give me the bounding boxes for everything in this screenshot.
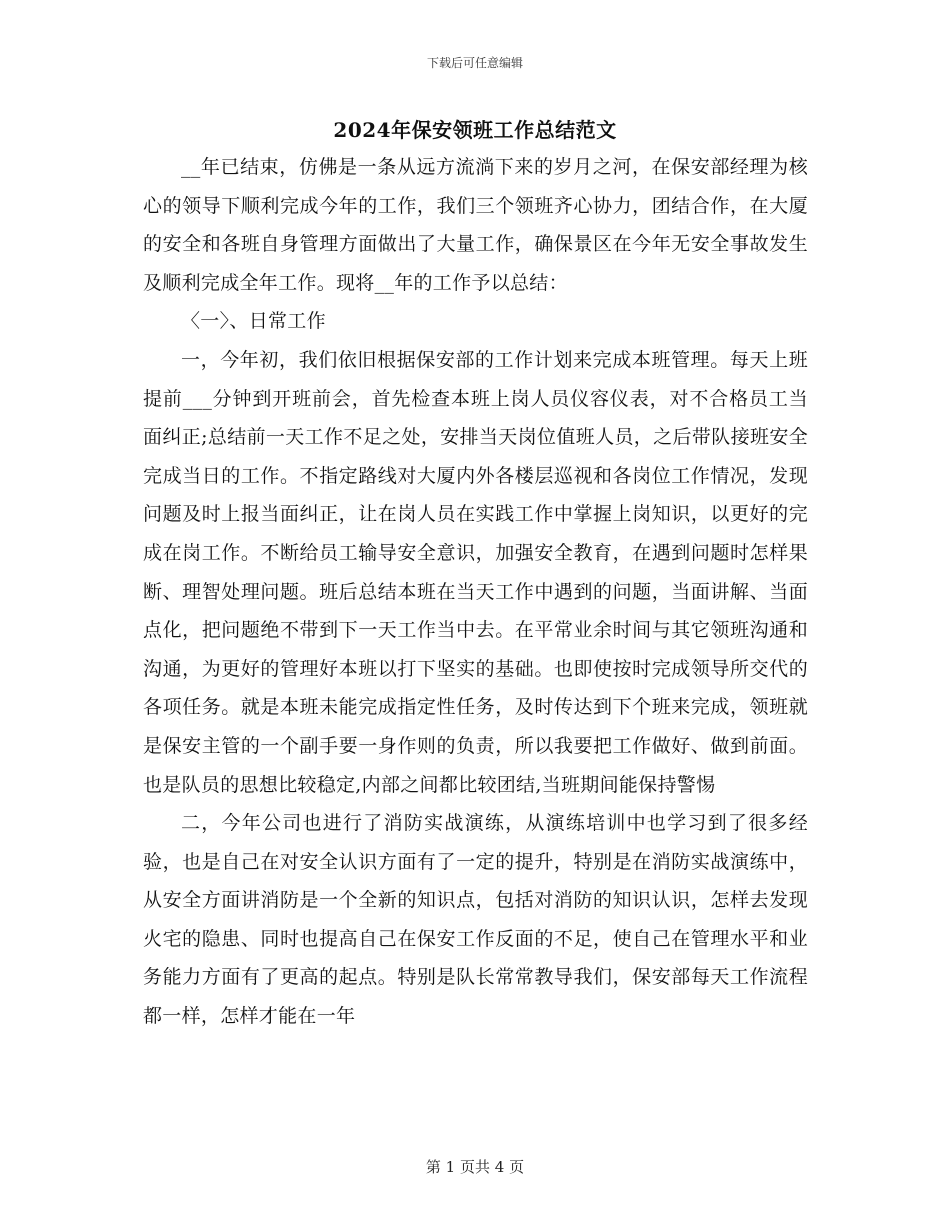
header-note: 下载后可任意编辑	[426, 56, 523, 70]
document-title: 2024年保安领班工作总结范文	[333, 118, 617, 142]
paragraph-item-one: 一，今年初，我们依旧根据保安部的工作计划来完成本班管理。每天上班提前___分钟到开班前会，首先检查本班上岗人员仪容仪表，对不合格员工当面纠正;总结前一天工作不足之处，安排当天岗位值班人员，之后带队接班安全完成当日的工作。不指定路线对大厦内外各楼层巡视和各岗位工作情况，发现问题及时上报当面纠正，让在岗人员在实践工作中掌握上岗知识，以更好的完成在岗工作。不断给员工输导安全意识，加强安全教育，在遇到问题时怎样果断、理智处理问题。班后总结本班在当天工作中遇到的问题，当面讲解、当面点化，把问题绝不带到下一天工作当中去。在平常业余时间与其它领班沟通和沟通，为更好的管理好本班以打下坚实的基础。也即使按时完成领导所交代的各项任务。就是本班未能完成指定性任务，及时传达到下个班来完成，领班就是保安主管的一个副手要一身作则的负责，所以我要把工作做好、做到前面。也是队员的思想比较稳定,内部之间都比较团结,当班期间能保持警惕	[143, 348, 808, 796]
page-number: 第 1 页共 4 页	[425, 1158, 525, 1176]
section-heading-daily-work: 〈一〉、日常工作	[181, 310, 326, 333]
document-body	[143, 148, 808, 1036]
paragraph-item-two: 二，今年公司也进行了消防实战演练，从演练培训中也学习到了很多经验，也是自己在对安全认识方面有了一定的提升，特别是在消防实战演练中，从安全方面讲消防是一个全新的知识点，包括对消防的知识认识，怎样去发现火宅的隐患、同时也提高自己在保安工作反面的不足，使自己在管理水平和业务能力方面有了更高的起点。特别是队长常常教导我们，保安部每天工作流程都一样，怎样才能在一年	[143, 812, 808, 1028]
paragraph-intro: __年已结束，仿佛是一条从远方流淌下来的岁月之河，在保安部经理为核心的领导下顺利完成今年的工作，我们三个领班齐心协力，团结合作，在大厦的安全和各班自身管理方面做出了大量工作，确保景区在今年无安全事故发生及顺利完成全年工作。现将__年的工作予以总结：	[143, 156, 808, 294]
